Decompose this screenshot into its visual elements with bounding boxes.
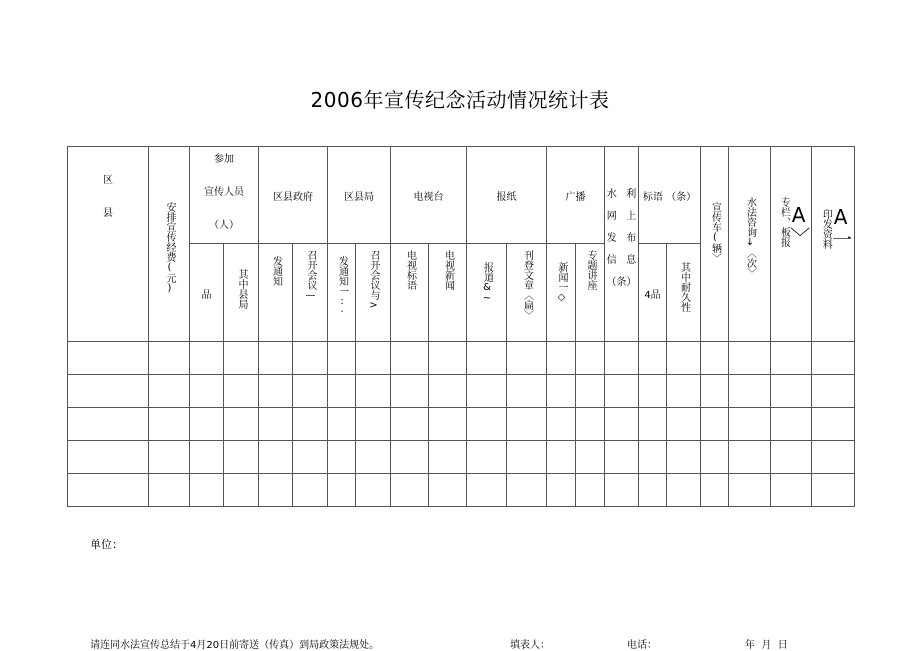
paper-report-label: 报道&~ bbox=[481, 262, 493, 304]
table-cell bbox=[224, 408, 259, 441]
table-cell bbox=[190, 375, 224, 408]
tv-news-label: 电视新闻 bbox=[442, 250, 454, 290]
table-cell bbox=[605, 375, 639, 408]
table-cell bbox=[149, 474, 190, 507]
water-web-char: 利 bbox=[626, 189, 637, 200]
table-cell bbox=[667, 474, 701, 507]
district-county-header-cell bbox=[68, 147, 149, 342]
table-cell bbox=[356, 408, 391, 441]
table-cell bbox=[467, 375, 507, 408]
newspaper-header-cell: 报纸 bbox=[467, 147, 547, 244]
table-row bbox=[68, 408, 855, 441]
table-cell bbox=[507, 408, 547, 441]
table-cell bbox=[68, 474, 149, 507]
unit-label: 单位： bbox=[90, 538, 123, 551]
table-cell bbox=[328, 342, 356, 375]
table-cell bbox=[356, 375, 391, 408]
table-cell bbox=[507, 441, 547, 474]
participants-total-cell bbox=[190, 244, 224, 342]
table-cell bbox=[701, 342, 729, 375]
table-cell bbox=[293, 474, 328, 507]
table-cell bbox=[507, 474, 547, 507]
page-title: 2006年宣传纪念活动情况统计表 bbox=[310, 88, 610, 112]
table-cell bbox=[729, 375, 771, 408]
table-cell bbox=[259, 375, 293, 408]
table-cell bbox=[667, 441, 701, 474]
gov-notice-cell bbox=[259, 244, 293, 342]
table-cell bbox=[224, 441, 259, 474]
water-web-header-cell bbox=[605, 147, 639, 342]
table-cell bbox=[576, 408, 605, 441]
table-cell bbox=[391, 408, 429, 441]
table-cell bbox=[729, 342, 771, 375]
table-cell bbox=[771, 408, 812, 441]
table-cell bbox=[547, 342, 576, 375]
table-cell bbox=[701, 408, 729, 441]
table-cell bbox=[467, 474, 507, 507]
table-cell bbox=[259, 474, 293, 507]
table-cell bbox=[667, 375, 701, 408]
table-cell bbox=[149, 342, 190, 375]
table-cell bbox=[771, 441, 812, 474]
radio-lecture-cell bbox=[576, 244, 605, 342]
participants-county-cell bbox=[224, 244, 259, 342]
table-cell bbox=[667, 342, 701, 375]
participants-header-cell bbox=[190, 147, 259, 244]
gov-meeting-cell bbox=[293, 244, 328, 342]
table-cell bbox=[429, 342, 467, 375]
table-cell bbox=[293, 408, 328, 441]
table-cell bbox=[224, 375, 259, 408]
slogan-header-cell: 标语 （条） bbox=[639, 147, 701, 244]
table-row bbox=[68, 375, 855, 408]
table-cell bbox=[328, 375, 356, 408]
table-cell bbox=[639, 408, 667, 441]
paper-article-label: 刊登文章〈扁〉 bbox=[521, 250, 533, 320]
table-cell bbox=[293, 342, 328, 375]
table-cell bbox=[259, 441, 293, 474]
gov-notice-label: 发通知 bbox=[270, 256, 282, 286]
table-cell bbox=[68, 375, 149, 408]
paper-report-cell bbox=[467, 244, 507, 342]
tv-slogan-label: 电视标语 bbox=[404, 250, 416, 290]
participants-line-3: （人） bbox=[209, 220, 239, 231]
radio-header-cell: 广播 bbox=[547, 147, 605, 244]
footer-phone: 电话： bbox=[627, 640, 657, 651]
funds-label: 安排宣传经费(元) bbox=[164, 202, 175, 294]
table-cell bbox=[328, 408, 356, 441]
paper-article-cell bbox=[507, 244, 547, 342]
table-cell bbox=[576, 474, 605, 507]
table-cell bbox=[328, 474, 356, 507]
table-cell bbox=[547, 441, 576, 474]
table-cell bbox=[812, 441, 855, 474]
county-gov-header-cell: 区县政府 bbox=[259, 147, 328, 244]
table-cell bbox=[605, 342, 639, 375]
table-cell bbox=[812, 342, 855, 375]
participants-total-label: 品 bbox=[201, 290, 212, 301]
table-cell bbox=[639, 441, 667, 474]
participants-line-1: 参加 bbox=[214, 154, 234, 165]
table-cell bbox=[547, 375, 576, 408]
table-cell bbox=[547, 408, 576, 441]
footer-date: 年 月 日 bbox=[745, 640, 788, 651]
funds-header-cell bbox=[149, 147, 190, 342]
table-cell bbox=[701, 375, 729, 408]
table-cell bbox=[429, 441, 467, 474]
water-web-char: 网 bbox=[606, 211, 617, 222]
table-cell bbox=[701, 441, 729, 474]
bureau-notice-cell bbox=[328, 244, 356, 342]
table-cell bbox=[729, 474, 771, 507]
participants-line-2: 宣传人员 bbox=[204, 187, 244, 198]
consult-header-cell bbox=[729, 147, 771, 342]
table-cell bbox=[639, 342, 667, 375]
table-cell bbox=[356, 342, 391, 375]
radio-news-cell bbox=[547, 244, 576, 342]
table-cell bbox=[467, 342, 507, 375]
xian-label: 县 bbox=[103, 208, 113, 219]
data-rows bbox=[68, 342, 855, 507]
column-mark: A〉 bbox=[786, 203, 811, 247]
water-web-char: 水 bbox=[606, 189, 617, 200]
table-row bbox=[68, 342, 855, 375]
table-cell bbox=[812, 474, 855, 507]
gov-meeting-label: 召开会议— bbox=[305, 250, 316, 301]
tv-header-cell: 电视台 bbox=[391, 147, 467, 244]
table-cell bbox=[467, 408, 507, 441]
table-cell bbox=[391, 342, 429, 375]
table-cell bbox=[190, 474, 224, 507]
table-row bbox=[68, 474, 855, 507]
table-cell bbox=[259, 408, 293, 441]
table-cell bbox=[149, 441, 190, 474]
footer-note: 请连同水法宣传总结于4月20日前寄送（传真）到局政策法规处。 bbox=[90, 640, 380, 651]
table-cell bbox=[391, 375, 429, 408]
table-cell bbox=[429, 474, 467, 507]
table-cell bbox=[259, 342, 293, 375]
table-cell bbox=[605, 408, 639, 441]
table-cell bbox=[771, 375, 812, 408]
table-cell bbox=[224, 474, 259, 507]
table-cell bbox=[507, 375, 547, 408]
column-header-cell bbox=[771, 147, 812, 342]
table-cell bbox=[639, 474, 667, 507]
bureau-meeting-cell bbox=[356, 244, 391, 342]
table-cell bbox=[224, 342, 259, 375]
tv-news-cell bbox=[429, 244, 467, 342]
water-web-char: （条） bbox=[606, 277, 637, 288]
table-cell bbox=[68, 408, 149, 441]
table-cell bbox=[68, 441, 149, 474]
table-cell bbox=[190, 342, 224, 375]
table-cell bbox=[812, 375, 855, 408]
table-cell bbox=[328, 441, 356, 474]
water-web-label bbox=[605, 184, 638, 294]
slogan-total-cell bbox=[639, 244, 667, 342]
table-cell bbox=[149, 375, 190, 408]
table-cell bbox=[547, 474, 576, 507]
table-cell bbox=[507, 342, 547, 375]
bureau-notice-label: 发通知一:· bbox=[336, 256, 348, 318]
table-cell bbox=[190, 408, 224, 441]
county-bureau-header-cell: 区县局 bbox=[328, 147, 391, 244]
table-cell bbox=[576, 342, 605, 375]
table-cell bbox=[812, 408, 855, 441]
vehicles-label: 宣传车(辆〉 bbox=[709, 202, 721, 263]
consult-label: 水法咨询↓〈次〉 bbox=[744, 197, 756, 278]
table-cell bbox=[391, 441, 429, 474]
water-web-char: 息 bbox=[626, 255, 637, 266]
table-cell bbox=[429, 375, 467, 408]
table-cell bbox=[576, 375, 605, 408]
table-cell bbox=[293, 375, 328, 408]
table-cell bbox=[149, 408, 190, 441]
table-cell bbox=[667, 408, 701, 441]
table-cell bbox=[729, 441, 771, 474]
table-cell bbox=[605, 441, 639, 474]
column-label: 专栏、板报 bbox=[778, 197, 790, 247]
radio-news-label: 新闻一◇ bbox=[556, 262, 567, 303]
table-cell bbox=[576, 441, 605, 474]
water-web-char: 布 bbox=[626, 233, 637, 244]
water-web-char: 信 bbox=[606, 255, 617, 266]
slogan-durable-label: 其中耐久性 bbox=[678, 262, 690, 312]
water-web-char: 上 bbox=[626, 211, 637, 222]
participants-county-label: 其中县局 bbox=[236, 269, 247, 309]
water-web-char: 发 bbox=[606, 233, 617, 244]
vehicles-header-cell bbox=[701, 147, 729, 342]
table-cell bbox=[701, 474, 729, 507]
print-label: 印发资料 bbox=[820, 209, 832, 249]
table-cell bbox=[356, 441, 391, 474]
table-cell bbox=[356, 474, 391, 507]
table-cell bbox=[639, 375, 667, 408]
tv-slogan-cell bbox=[391, 244, 429, 342]
table-cell bbox=[467, 441, 507, 474]
print-mark: A一 bbox=[828, 205, 853, 249]
bureau-meeting-label: 召开会议与> bbox=[368, 250, 379, 311]
slogan-total-label: 4品 bbox=[644, 290, 661, 301]
table-cell bbox=[391, 474, 429, 507]
table-cell bbox=[429, 408, 467, 441]
qu-label: 区 bbox=[103, 175, 113, 186]
slogan-durable-cell bbox=[667, 244, 701, 342]
table-cell bbox=[771, 342, 812, 375]
footer-filler: 填表人： bbox=[510, 640, 550, 651]
table-cell bbox=[190, 441, 224, 474]
table-cell bbox=[68, 342, 149, 375]
table-cell bbox=[771, 474, 812, 507]
table-row bbox=[68, 441, 855, 474]
print-header-cell bbox=[812, 147, 855, 342]
radio-lecture-label: 专题讲座 bbox=[585, 250, 596, 290]
table-cell bbox=[293, 441, 328, 474]
table-cell bbox=[729, 408, 771, 441]
table-cell bbox=[605, 474, 639, 507]
statistics-table bbox=[67, 146, 855, 507]
